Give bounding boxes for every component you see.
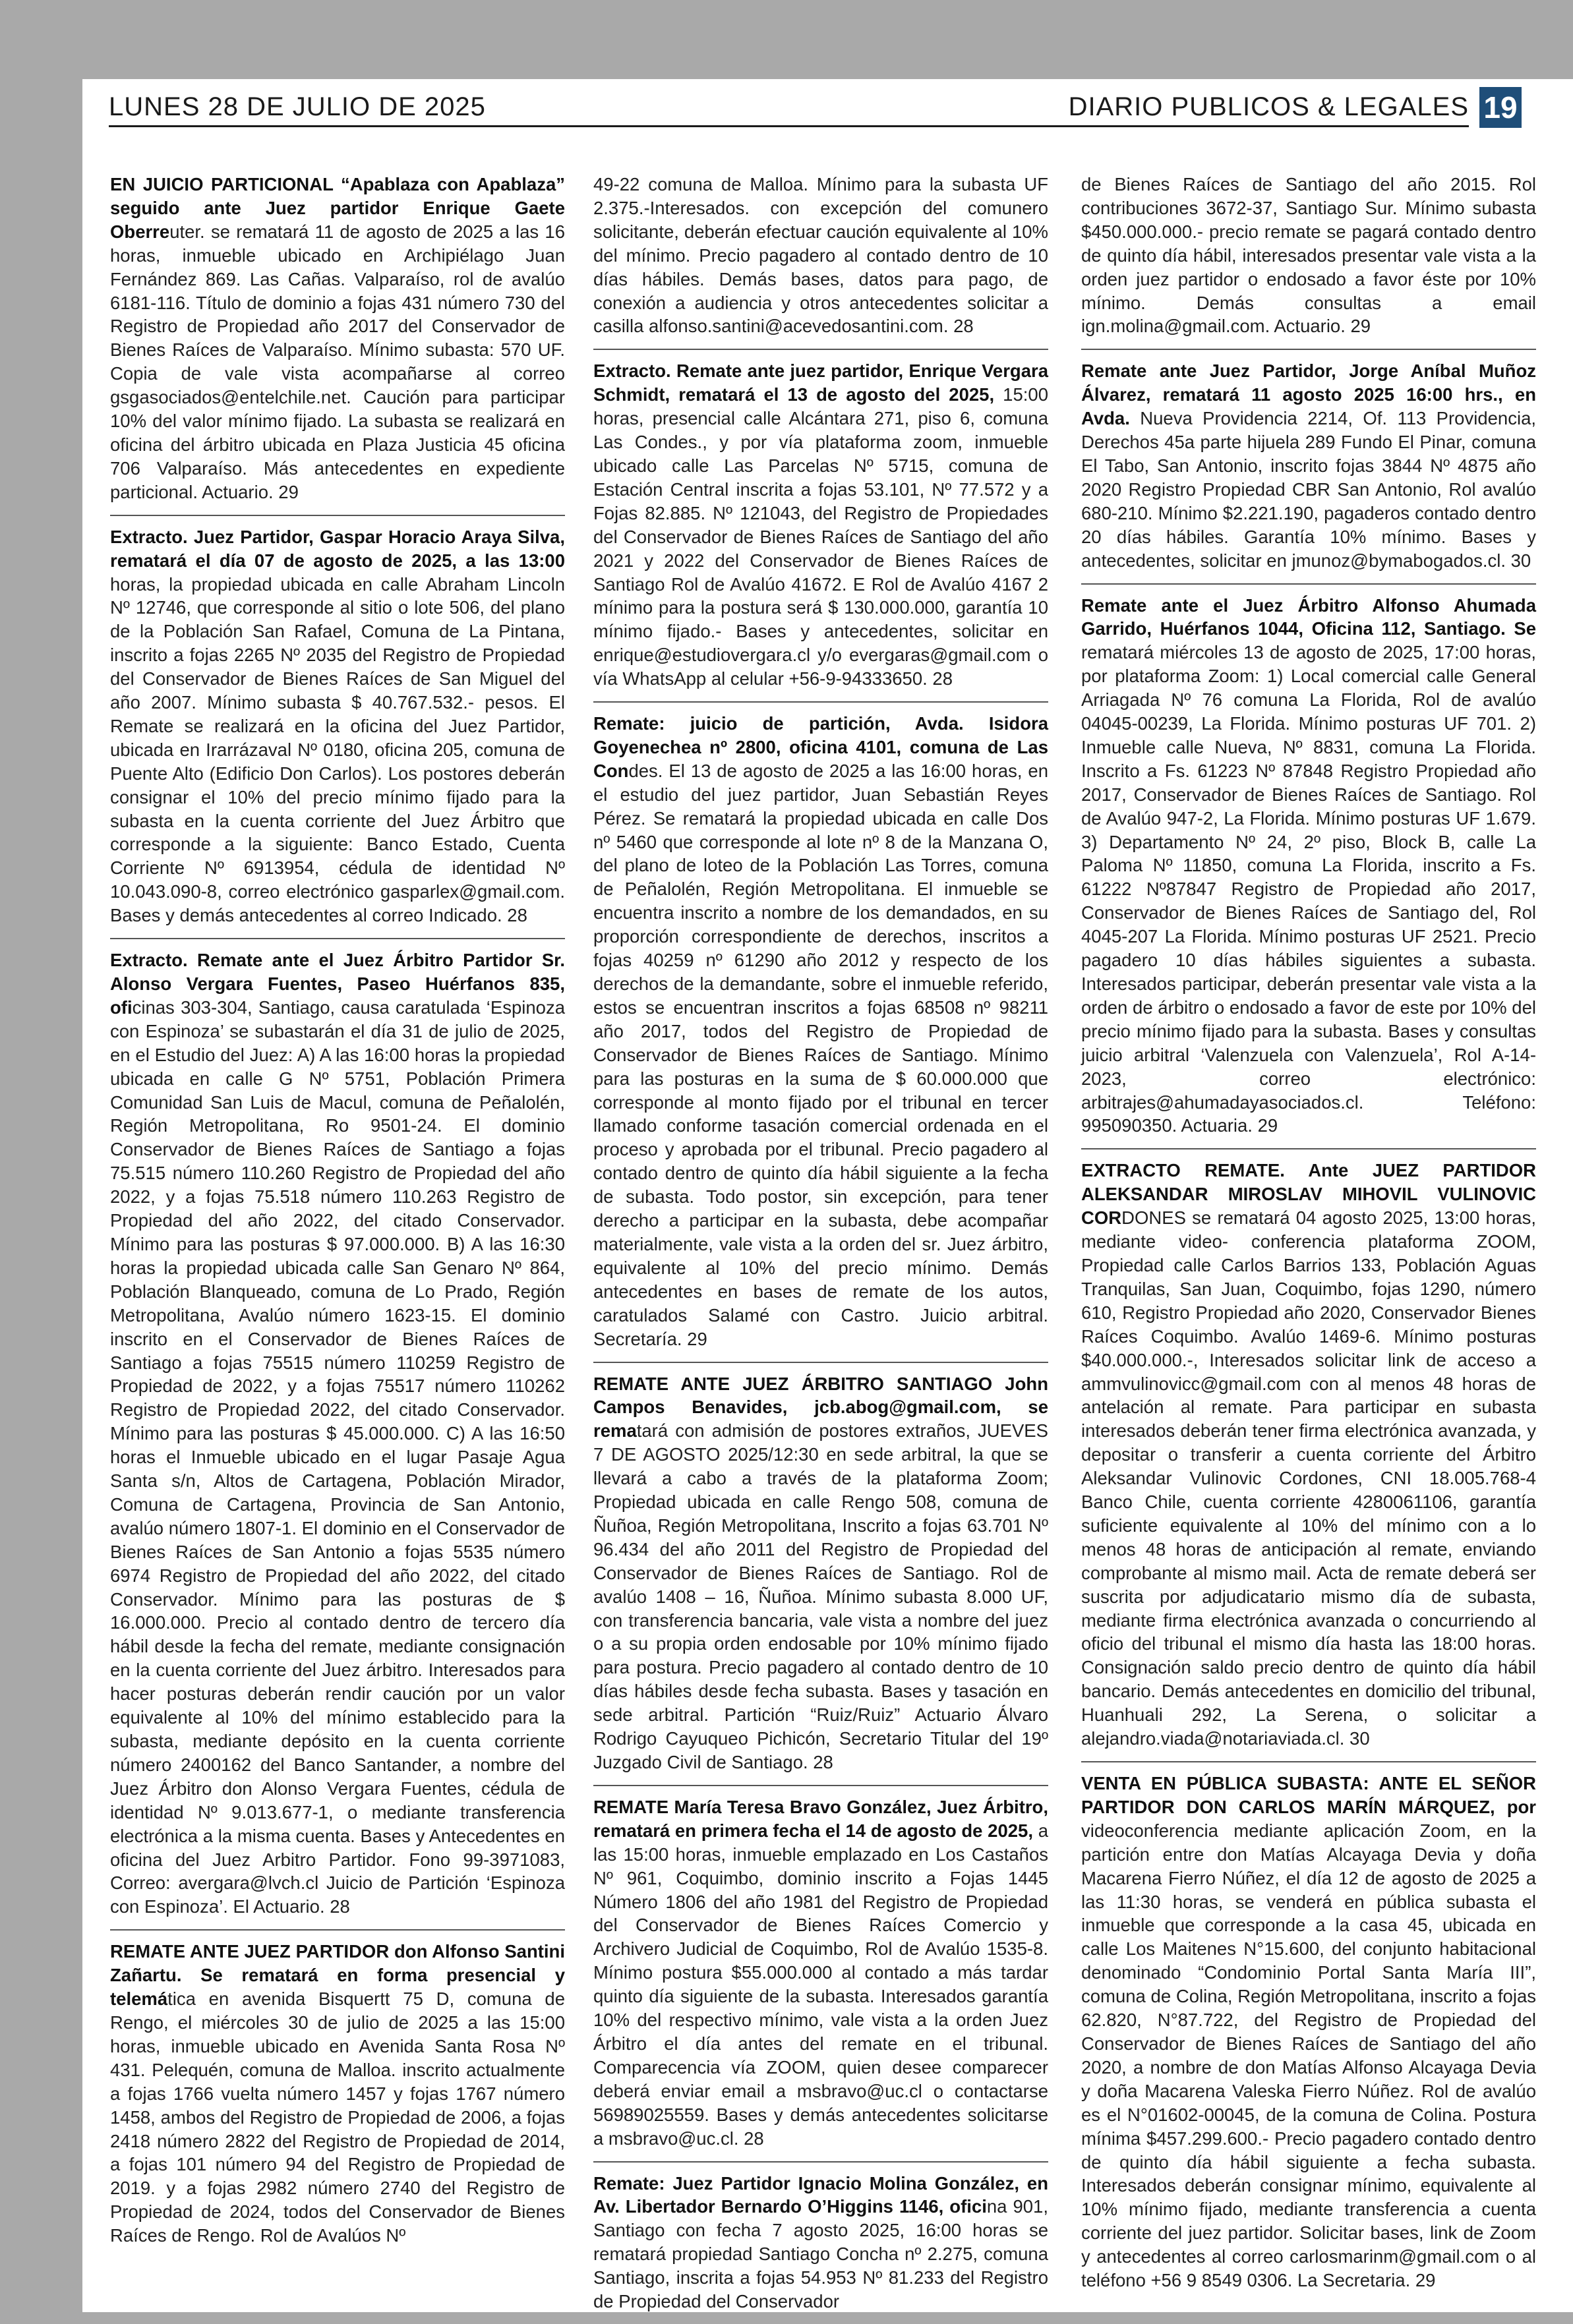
legal-notice bbox=[593, 712, 1048, 1362]
column-3 bbox=[1081, 173, 1536, 2291]
legal-notice bbox=[593, 359, 1048, 703]
publication-name: DIARIO PUBLICOS & LEGALES bbox=[1068, 92, 1469, 121]
notice-body: tica en avenida Bisquertt 75 D, comuna de Rengo, el miércoles 30 de julio de 2025 a las 15:00 horas, inmueble ubicado en Avenida Santa Rosa Nº 431. Pelequén, comuna de Malloa. inscrito actualmente a fojas 1766 vuelta número 1457 y fojas 1767 número 1458, ambos del Registro de Propiedad de 2006, a fojas 2418 número 2822 del Registro de Propiedad de 2014, a fojas 101 número 94 del Registro de Propiedad de 2019. y a fojas 2982 número 2740 del Registro de Propiedad de 2024, todos del Conservador de Bienes Raíces de Rengo. Rol de Avalúos Nº bbox=[110, 1989, 565, 2246]
notice-body: rematará miércoles 13 de agosto de 2025, 17:00 horas, por plataforma Zoom: 1) Local comercial calle General Arriagada Nº 76 comuna La Florida, Rol de avalúo 04045-00239, La Florida. Mínimo posturas UF 701. 2) Inmueble calle Nueva, Nº 8831, comuna La Florida. Inscrito a Fs. 61223 Nº 87848 Registro Propiedad año 2017, Conservador de Bienes Raíces de Santiago. Rol de Avalúo 947-2, La Florida. Mínimo posturas UF 1.679. 3) Departamento Nº 24, 2º piso, Block B, calle La Paloma Nº 11850, comuna La Florida, inscrito a Fs. 61222 Nº87847 Registro de Propiedad año 2017, Conservador de Bienes Raíces de Santiago del, Rol 4045-207 La Florida. Mínimo posturas UF 2521. Precio pagadero 10 días hábiles siguientes a subasta. Interesados participar, deberán presentar vale vista a la orden de árbitro o endosado a favor de este por 10% del precio mínimo fijado para la subasta. Bases y consultas juicio arbitral ‘Valenzuela con Valenzuela’, Rol A-14-2023, correo electrónico: arbitrajes@ahumadayasociados.cl. Teléfono: 995090350. Actuaria. 29 bbox=[1081, 642, 1536, 1136]
header-rule bbox=[109, 125, 1469, 127]
notice-heading: Extracto. Remate ante el Juez Árbitro Partidor Sr. Alonso Vergara Fuentes, Paseo Huérfanos 835, ofi bbox=[110, 950, 565, 1018]
notice-heading: VENTA EN PÚBLICA SUBASTA: ANTE EL SEÑOR PARTIDOR DON CARLOS MARÍN MÁRQUEZ, por bbox=[1081, 1773, 1536, 1817]
page-number-badge: 19 bbox=[1479, 87, 1522, 128]
legal-notice bbox=[593, 1372, 1048, 1786]
notice-body: a las 15:00 horas, inmueble emplazado en Los Castaños Nº 961, Coquimbo, dominio inscrito a Fojas 1445 Número 1806 del año 1981 del Registro de Propiedad del Conservador de Bienes Raíces Comercio y Archivero Judicial de Coquimbo, Rol de Avalúo 1535-8. Mínimo postura $55.000.000 al contado a más tardar quinto día siguiente de la subasta. Interesados garantía 10% del respectivo mínimo, vale vista a la orden Juez Árbitro el día antes del remate en el tribunal. Comparecencia vía ZOOM, quien desee comparecer deberá enviar email a msbravo@uc.cl o contactarse 56989025559. Bases y demás antecedentes solicitarse a msbravo@uc.cl. 28 bbox=[593, 1820, 1048, 2149]
notice-body: cinas 303-304, Santiago, causa caratulada ‘Espinoza con Espinoza’ se subastarán el día 31 de julio de 2025, en el Estudio del Juez: A) A las 16:00 horas la propiedad ubicada en calle G Nº 5751, Población Primera Comunidad San Luis de Macul, comuna de Peñalolén, Región Metropolitana, Ro 9501-24. El dominio Conservador de Bienes Raíces de Santiago a fojas 75.515 número 110.260 Registro de Propiedad del año 2022, y a fojas 75.518 número 110.263 Registro de Propiedad del año 2022, del citado Conservador. Mínimo para las posturas $ 97.000.000. B) A las 16:30 horas la propiedad ubicada calle San Genaro Nº 864, Población Blanqueado, comuna de Lo Prado, Región Metropolitana, Avalúo número 1623-15. El dominio inscrito en el Conservador de Bienes Raíces de Santiago a fojas 75515 número 110259 Registro de Propiedad de 2022, y a fojas 75517 número 110262 Registro de Propiedad 2022, del citado Conservador. Mínimo para las posturas $ 45.000.000. C) A las 16:50 horas el Inmueble ubicado en el lugar Pasaje Agua Santa s/n, Altos de Cartagena, Población Mirador, Comuna de Cartagena, Provincia de San Antonio, avalúo número 1807-1. El dominio en el Conservador de Bienes Raíces de San Antonio a fojas 5535 número 6974 Registro de Propiedad del año 2022, del citado Conservador. Mínimo para las posturas de $ 16.000.000. Precio al contado dentro de tercero día hábil desde la fecha del remate, mediante consignación en la cuenta corriente del Juez árbitro. Interesados para hacer posturas deberán rendir caución por un valor equivalente al 10% del mínimo establecido para la subasta, mediante depósito en la cuenta corriente número 2400162 del Banco Santander, a nombre del Juez Árbitro don Alonso Vergara Fuentes, cédula de identidad Nº 9.013.677-1, o mediante transferencia electrónica a la misma cuenta. Bases y Antecedentes en oficina del Juez Arbitro Partidor. Fono 99-3971083, Correo: avergara@lvch.cl Juicio de Partición ‘Espinoza con Espinoza’. El Actuario. 28 bbox=[110, 997, 565, 1917]
notice-heading: Remate ante Juez Partidor, Jorge Aníbal Muñoz Álvarez, rematará 11 agosto 2025 16:00 hrs., en Avda. bbox=[1081, 361, 1536, 429]
notice-heading: REMATE ANTE JUEZ PARTIDOR don Alfonso Santini Zañartu. Se rematará en forma presencial y telemá bbox=[110, 1941, 565, 2010]
legal-notice bbox=[593, 173, 1048, 350]
notice-body: tará con admisión de postores extraños, JUEVES 7 DE AGOSTO 2025/12:30 en sede arbitral, la que se llevará a cabo a través de la plataforma Zoom; Propiedad ubicada en calle Rengo 508, comuna de Ñuñoa, Región Metropolitana, Inscrito a fojas 63.701 Nº 96.434 del año 2011 del Registro de Propiedad del Conservador de Bienes Raíces de Santiago. Rol de avalúo 1408 – 16, Ñuñoa. Mínimo subasta 8.000 UF, con transferencia bancaria, vale vista a nombre del juez o a su propia orden endosable por 10% mínimo fijado para postura. Precio pagadero al contado dentro de 10 días hábiles desde fecha subasta. Bases y tasación en sede arbitral. Partición “Ruiz/Ruiz” Actuario Álvaro Rodrigo Cayuqueo Pichicón, Secretario Titular del 19º Juzgado Civil de Santiago. 28 bbox=[593, 1420, 1048, 1772]
notice-body: Nueva Providencia 2214, Of. 113 Providencia, Derechos 45a parte hijuela 289 Fundo El Pinar, comuna El Tabo, San Antonio, inscrito fojas 3844 Nº 4875 año 2020 Registro Propiedad CBR San Antonio, Rol avalúo 680-210. Mínimo $2.221.190, pagaderos contado dentro 20 días hábiles. Garantía 10% mínimo. Bases y antecedentes, solicitar en jmunoz@bymabogados.cl. 30 bbox=[1081, 408, 1536, 571]
legal-notice bbox=[110, 948, 565, 1931]
notice-body: horas, la propiedad ubicada en calle Abraham Lincoln Nº 12746, que corresponde al sitio o lote 506, del plano de la Población San Rafael, Comuna de La Pintana, inscrito a fojas 2265 Nº 2035 del Registro de Propiedad del Conservador de Bienes Raíces de San Miguel del año 2007. Mínimo subasta $ 40.767.532.- pesos. El Remate se realizará en la oficina del Juez Partidor, ubicada en Irarrázaval Nº 0180, oficina 205, comuna de Puente Alto (Edificio Don Carlos). Los postores deberán consignar el 10% del precio mínimo fijado para la subasta en la cuenta corriente del Juez Árbitro que corresponde a la siguiente: Banco Estado, Cuenta Corriente Nº 6913954, cédula de identidad Nº 10.043.090-8, correo electrónico gasparlex@gmail.com. Bases y demás antecedentes al correo Indicado. 28 bbox=[110, 573, 565, 926]
legal-notice bbox=[110, 1940, 565, 2258]
legal-notice bbox=[1081, 1772, 1536, 2303]
page-header bbox=[109, 82, 1573, 129]
notice-body: de Bienes Raíces de Santiago del año 2015. Rol contribuciones 3672-37, Santiago Sur. Mínimo subasta $450.000.000.- precio remate se pagará contado dentro de quinto día hábil, interesados presentar vale vista a la orden juez partidor o endosado a favor éste por 10% mínimo. Demás consultas a email ign.molina@gmail.com. Actuario. 29 bbox=[1081, 174, 1536, 337]
legal-notice bbox=[110, 525, 565, 939]
notice-body: 49-22 comuna de Malloa. Mínimo para la subasta UF 2.375.-Interesados. con excepción del comunero solicitante, deberán efectuar caución equivalente al 10% del mínimo. Precio pagadero al contado dentro de 10 días hábiles. Demás bases, datos para pago, de conexión a audiencia y otros antecedentes solicitar a casilla alfonso.santini@acevedosantini.com. 28 bbox=[593, 174, 1048, 337]
notice-heading: Remate ante el Juez Árbitro Alfonso Ahumada Garrido, Huérfanos 1044, Oficina 112, Santiago. Se bbox=[1081, 595, 1536, 639]
column-1 bbox=[110, 173, 565, 2275]
legal-notice bbox=[1081, 594, 1536, 1150]
notice-body: DONES se rematará 04 agosto 2025, 13:00 horas, mediante video- conferencia plataforma ZOOM, Propiedad calle Carlos Barrios 133, Población Aguas Tranquilas, San Juan, Coquimbo, fojas 1290, número 610, Registro Propiedad año 2020, Conservador Bienes Raíces Coquimbo. Avalúo 1469-6. Mínimo posturas $40.000.000.-, Interesados solicitar link de acceso a ammvulinovicc@gmail.com con al menos 48 horas de antelación al remate. Para participar en subasta interesados deberán tener firma electrónica avanzada, y depositar o transferir a cuenta corriente del Árbitro Aleksandar Vulinovic Cordones, CNI 18.005.768-4 Banco Chile, cuenta corriente 4280061106, garantía suficiente equivalente al 10% del mínimo con a lo menos 48 horas de anticipación al remate, enviando comprobante al mismo mail. Acta de remate deberá ser suscrita por adjudicatario mismo día de subasta, mediante firma electrónica avanzada o concurriendo al oficio del tribunal el mismo día hasta las 18:00 horas. Consignación saldo precio dentro de quinto día hábil bancario. Demás antecedentes en domicilio del tribunal, Huanhuali 292, La Serena, o solicitar a alejandro.viada@notariaviada.cl. 30 bbox=[1081, 1207, 1536, 1749]
legal-notice bbox=[1081, 173, 1536, 350]
notice-heading: Extracto. Remate ante juez partidor, Enrique Vergara Schmidt, rematará el 13 de agosto del 2025, bbox=[593, 361, 1048, 405]
notice-heading: Remate: Juez Partidor Ignacio Molina González, en Av. Libertador Bernardo O’Higgins 1146, ofici bbox=[593, 2172, 1048, 2217]
notice-heading: REMATE María Teresa Bravo González, Juez Árbitro, rematará en primera fecha el 14 de agosto de 2025, bbox=[593, 1796, 1048, 1841]
notice-heading: EXTRACTO REMATE. Ante JUEZ PARTIDOR ALEKSANDAR MIROSLAV MIHOVIL VULINOVIC COR bbox=[1081, 1160, 1536, 1229]
notice-body: uter. se rematará 11 de agosto de 2025 a las 16 horas, inmueble ubicado en Archipiélago Juan Fernández 869. Las Cañas. Valparaíso, rol de avalúo 6181-116. Título de dominio a fojas 431 número 730 del Registro de Propiedad año 2017 del Conservador de Bienes Raíces de Valparaíso. Mínimo subasta: 570 UF. Copia de vale vista acompañarse al correo gsgasociados@entelchile.net. Caución para participar 10% del valor mínimo fijado. La subasta se realizará en oficina del árbitro ubicada en Plaza Justicia 45 oficina 706 Valparaíso. Más antecedentes en expediente particional. Actuario. 29 bbox=[110, 221, 565, 502]
column-2 bbox=[593, 173, 1048, 2312]
legal-notice bbox=[593, 1795, 1048, 2163]
notice-body: des. El 13 de agosto de 2025 a las 16:00 horas, en el estudio del juez partidor, Juan Sebastián Reyes Pérez. Se rematará la propiedad ubicada en calle Dos nº 5460 que corresponde al lote nº 8 de la Manzana O, del plano de loteo de la Población Las Torres, comuna de Peñalolén, Región Metropolitana. El inmueble se encuentra inscrito a nombre de los demandados, en su proporción correspondiente de derechos, inscritos a fojas 40259 nº 61290 año 2012 y respecto de los derechos de la demandante, sobre el inmueble referido, estos se encuentran inscritos a fojas 68508 nº 98211 año 2017, todos del Registro de Propiedad de Conservador de Bienes Raíces de Santiago. Mínimo para las posturas en la suma de $ 60.000.000 que corresponde al monto fijado por el tribunal en tercer llamado conforme tasación comercial ordenada en el proceso y aprobada por el tribunal. Precio pagadero al contado dentro de quinto día hábil siguiente a la fecha de subasta. Todo postor, sin excepción, para tener derecho a participar en la subasta, debe acompañar materialmente, vale vista a la orden del sr. Juez árbitro, equivalente al 10% del precio mínimo. Demás antecedentes en bases de remate de los autos, caratulados Salamé con Castro. Juicio arbitral. Secretaría. 29 bbox=[593, 760, 1048, 1349]
issue-date: LUNES 28 DE JULIO DE 2025 bbox=[109, 92, 486, 121]
notice-body: videoconferencia mediante aplicación Zoom, en la partición entre don Matías Alcayaga Devia y doña Macarena Fierro Núñez, el día 12 de agosto de 2025 a las 11:30 horas, se venderá en pública subasta el inmueble que corresponde a la casa 45, ubicada en calle Los Maitenes N°15.600, del conjunto habitacional denominado “Condominio Portal Santa María III”, comuna de Colina, Región Metropolitana, inscrito a fojas 62.820, N°87.722, del Registro de Propiedad del Conservador de Bienes Raíces de Santiago del año 2020, a nombre de don Matías Alfonso Alcayaga Devia y doña Macarena Valeska Fierro Núñez. Rol de avalúo es el N°01602-00045, de la comuna de Colina. Postura mínima $457.299.600.- Precio pagadero contado dentro de quinto día hábil siguiente a fecha subasta. Interesados deberán consignar mínimo, equivalente al 10% mínimo fijado, mediante transferencia a cuenta corriente del juez partidor. Solicitar bases, link de Zoom y antecedentes al correo carlosmarinm@gmail.com o al teléfono +56 9 8549 0306. La Secretaria. 29 bbox=[1081, 1820, 1536, 2291]
legal-notice bbox=[593, 2172, 1048, 2324]
legal-notice bbox=[1081, 1159, 1536, 1762]
notice-heading: Extracto. Juez Partidor, Gaspar Horacio Araya Silva, rematará el día 07 de agosto de 2025, a las 13:00 bbox=[110, 526, 565, 571]
notice-heading: Remate: juicio de partición, Avda. Isidora Goyenechea nº 2800, oficina 4101, comuna de Las Con bbox=[593, 713, 1048, 781]
notice-body: na 901, Santiago con fecha 7 agosto 2025, 16:00 horas se rematará propiedad Santiago Concha nº 2.275, comuna Santiago, inscrita a fojas 54.953 Nº 81.233 del Registro de Propiedad del Conservador bbox=[593, 2196, 1048, 2312]
notice-heading: REMATE ANTE JUEZ ÁRBITRO SANTIAGO John Campos Benavides, jcb.abog@gmail.com, se rema bbox=[593, 1373, 1048, 1441]
notice-body: 15:00 horas, presencial calle Alcántara 271, piso 6, comuna Las Condes., y por vía plataforma zoom, inmueble ubicado calle Las Parcelas Nº 5715, comuna de Estación Central inscrita a fojas 53.101, Nº 77.572 y a Fojas 82.885. Nº 121043, del Registro de Propiedades del Conservador de Bienes Raíces de Santiago del año 2021 y 2022 del Conservador de Bienes Raíces de Santiago Rol de Avalúo 41672. E Rol de Avalúo 4167 2 mínimo para la postura será $ 130.000.000, garantía 10 mínimo fijado.- Bases y antecedentes, solicitar en enrique@estudiovergara.cl y/o evergaras@gmail.com o vía WhatsApp al celular +56-9-94333650. 28 bbox=[593, 384, 1048, 689]
legal-notice bbox=[1081, 359, 1536, 584]
notice-heading: EN JUICIO PARTICIONAL “Apablaza con Apablaza” seguido ante Juez partidor Enrique Gaete Oberre bbox=[110, 174, 565, 242]
legal-notice bbox=[110, 173, 565, 516]
